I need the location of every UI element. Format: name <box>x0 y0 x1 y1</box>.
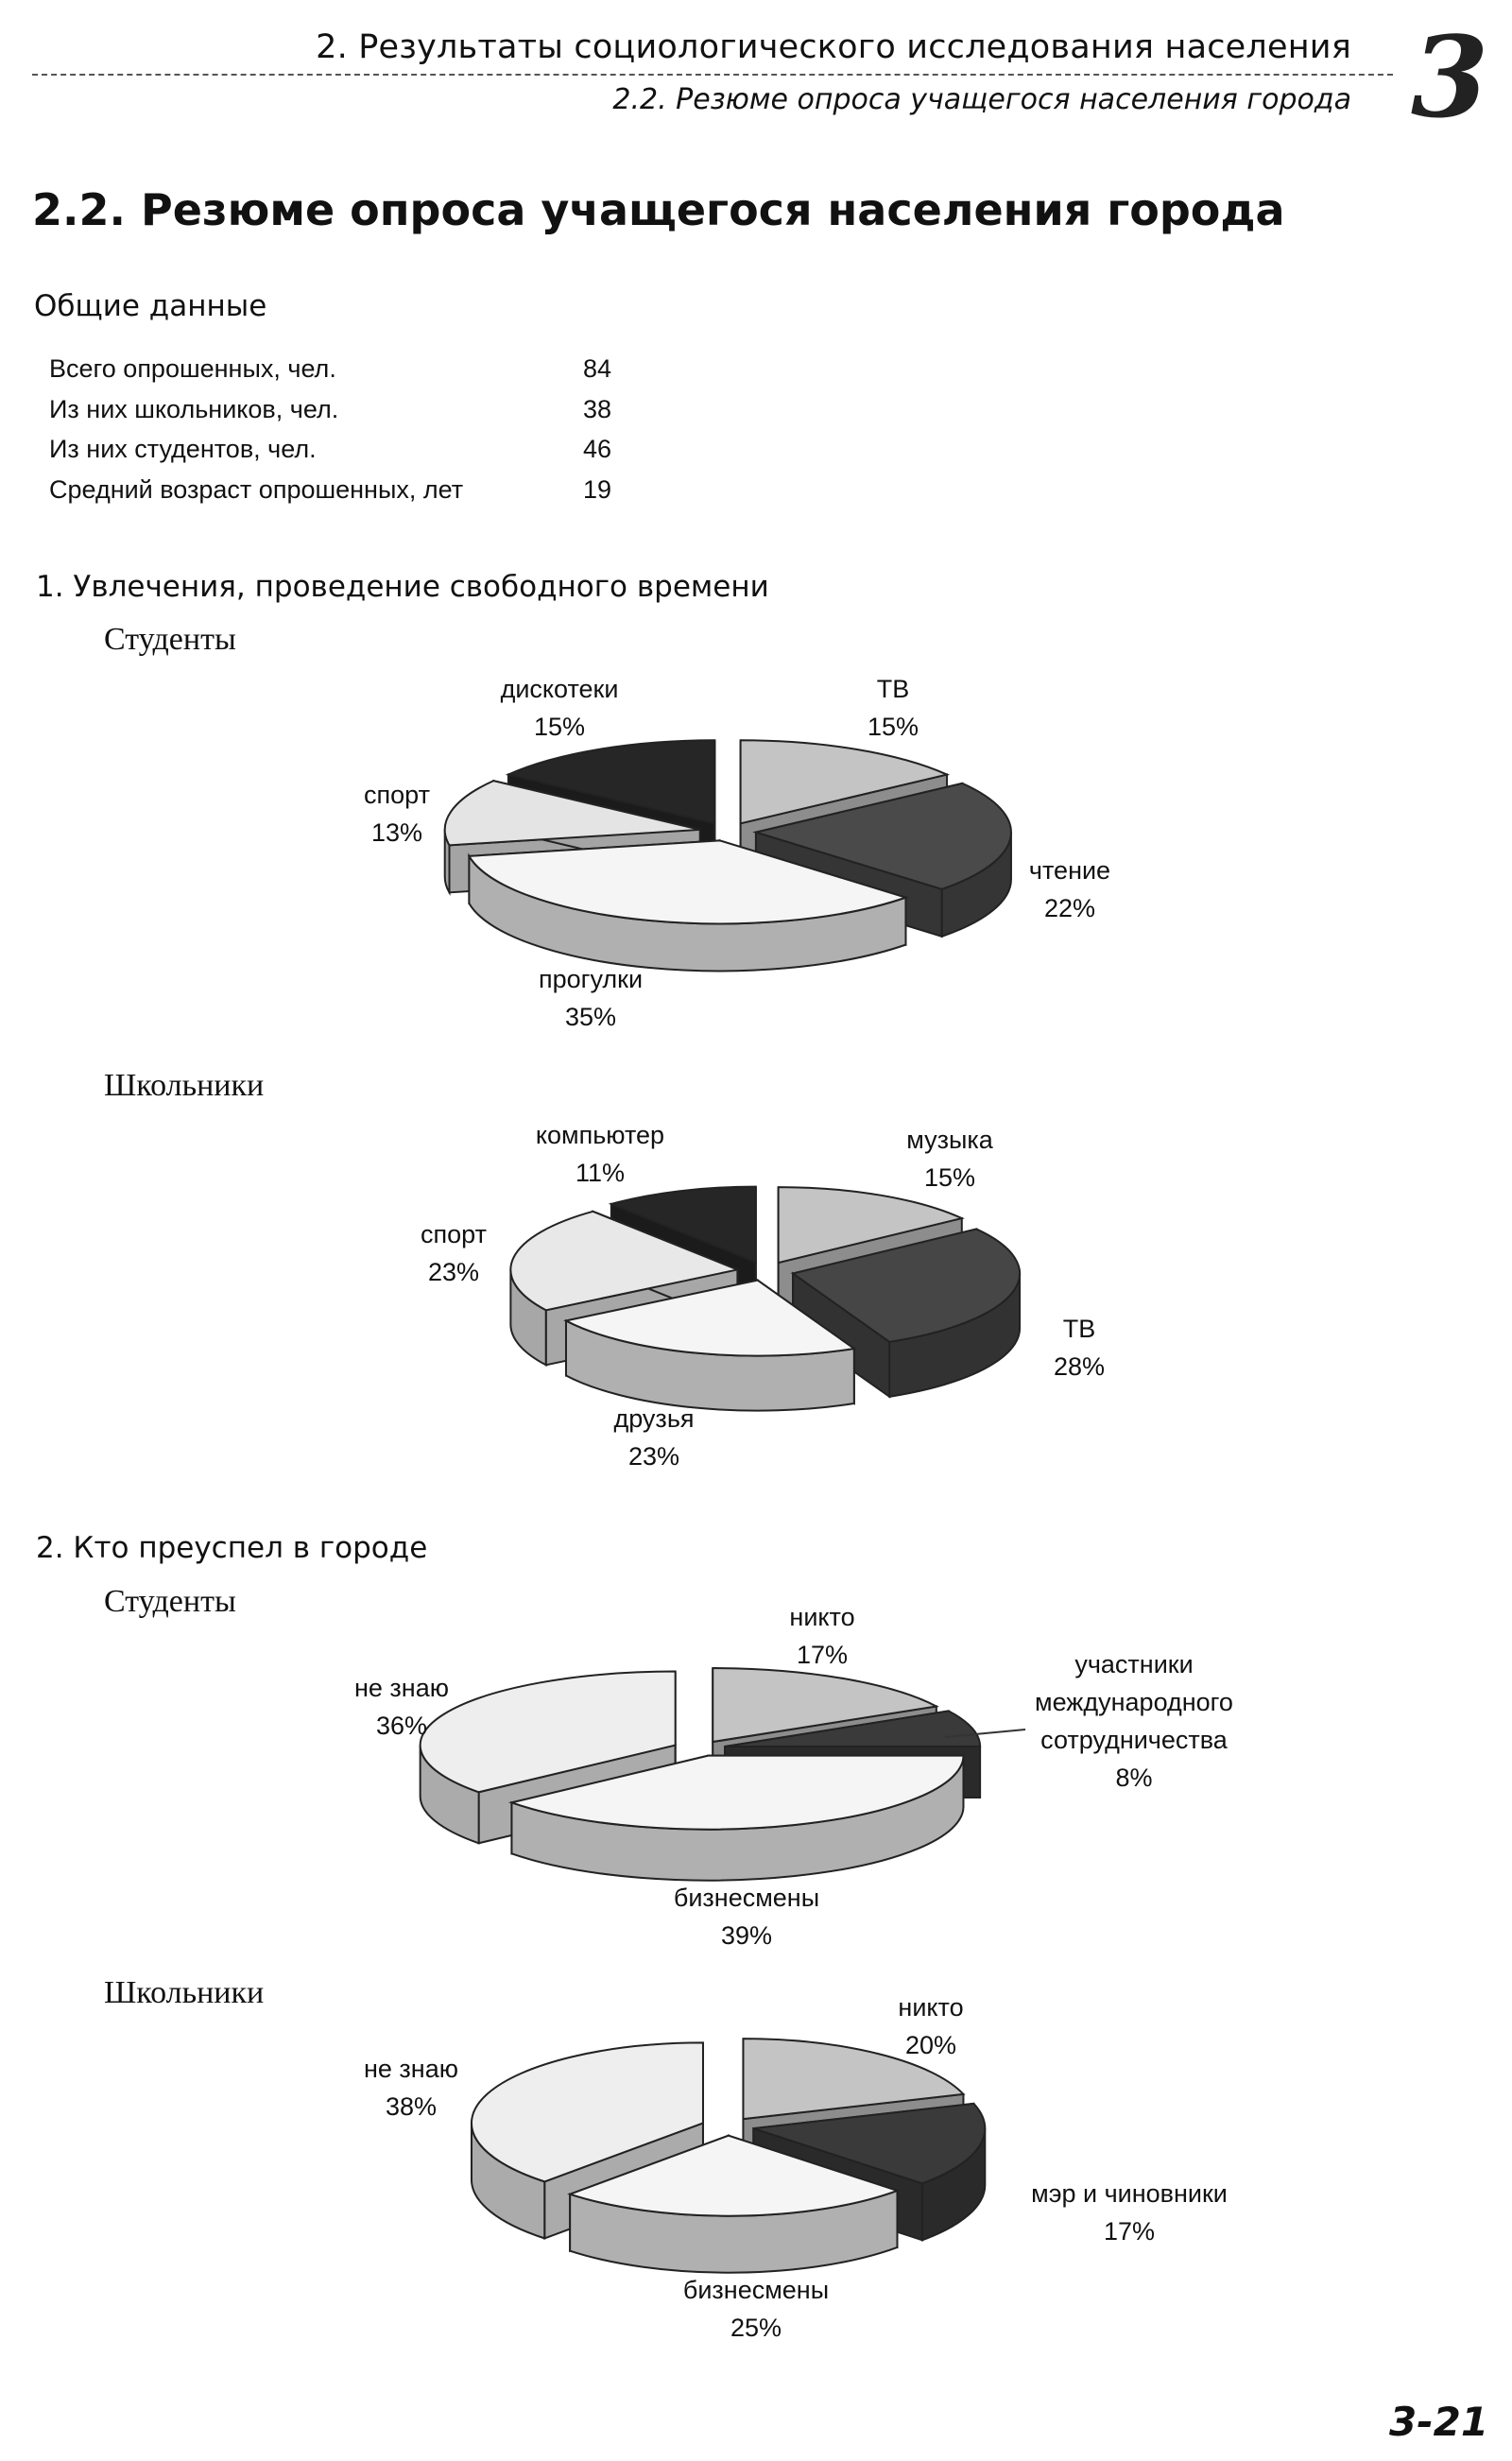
general-data-label: Общие данные <box>34 289 267 323</box>
slice-label-2-3: друзья 23% <box>613 1404 695 1471</box>
stat-label-total: Всего опрошенных, чел. <box>49 354 336 383</box>
pie-chart-3 <box>354 1603 1233 1950</box>
slice-label-4-3: бизнесмены 25% <box>682 2276 830 2342</box>
slice-label-1-5: дискотеки 15% <box>500 675 619 741</box>
slice-label-4-4: не знаю 38% <box>364 2055 458 2121</box>
stat-label-average-age: Средний возраст опрошенных, лет <box>49 475 464 504</box>
slice-label-2-2: ТВ 28% <box>1053 1315 1106 1381</box>
slice-label-4-2: мэр и чиновники 17% <box>1031 2179 1228 2246</box>
chart-3-group-label: Студенты <box>104 1584 236 1619</box>
stat-label-students: Из них студентов, чел. <box>49 435 317 463</box>
stat-value-average-age: 19 <box>583 475 612 504</box>
slice-label-1-4: спорт 13% <box>364 781 430 847</box>
stat-value-students: 46 <box>583 435 612 463</box>
running-header-chapter: 2. Результаты социологического исследования населения <box>316 28 1351 66</box>
chart-2-group-label: Школьники <box>104 1068 265 1103</box>
slice-label-2-4: спорт 23% <box>421 1220 487 1286</box>
slice-label-1-1: ТВ 15% <box>867 675 919 741</box>
stat-value-total: 84 <box>583 354 612 383</box>
pie-chart-2 <box>421 1121 1105 1471</box>
slice-label-2-1: музыка 15% <box>906 1126 993 1192</box>
pie-chart-4 <box>364 1993 1228 2342</box>
slice-label-3-1: никто 17% <box>789 1603 855 1669</box>
stat-label-schoolchildren: Из них школьников, чел. <box>49 395 339 423</box>
slice-label-3-3: бизнесмены 39% <box>673 1884 820 1950</box>
question-1-title: 1. Увлечения, проведение свободного времени <box>36 570 769 604</box>
pie-chart-1 <box>364 675 1110 1031</box>
slice-label-2-5: компьютер 11% <box>535 1121 665 1187</box>
slice-label-3-2: участники международного сотрудничества 8% <box>1035 1650 1233 1792</box>
slice-label-1-3: прогулки 35% <box>538 965 644 1031</box>
chart-1-group-label: Студенты <box>104 622 236 657</box>
stat-value-schoolchildren: 38 <box>583 395 612 423</box>
page-number: 3-21 <box>1389 2399 1489 2445</box>
chart-4-group-label: Школьники <box>104 1975 265 2010</box>
chapter-number: 3 <box>1410 11 1489 143</box>
running-header-section: 2.2. Резюме опроса учащегося населения города <box>612 83 1351 116</box>
slice-label-1-2: чтение 22% <box>1028 856 1111 922</box>
slice-label-4-1: никто 20% <box>898 1993 964 2059</box>
question-2-title: 2. Кто преуспел в городе <box>36 1531 428 1565</box>
slice-label-3-4: не знаю 36% <box>354 1674 449 1740</box>
section-title: 2.2. Резюме опроса учащегося населения города <box>32 184 1285 235</box>
